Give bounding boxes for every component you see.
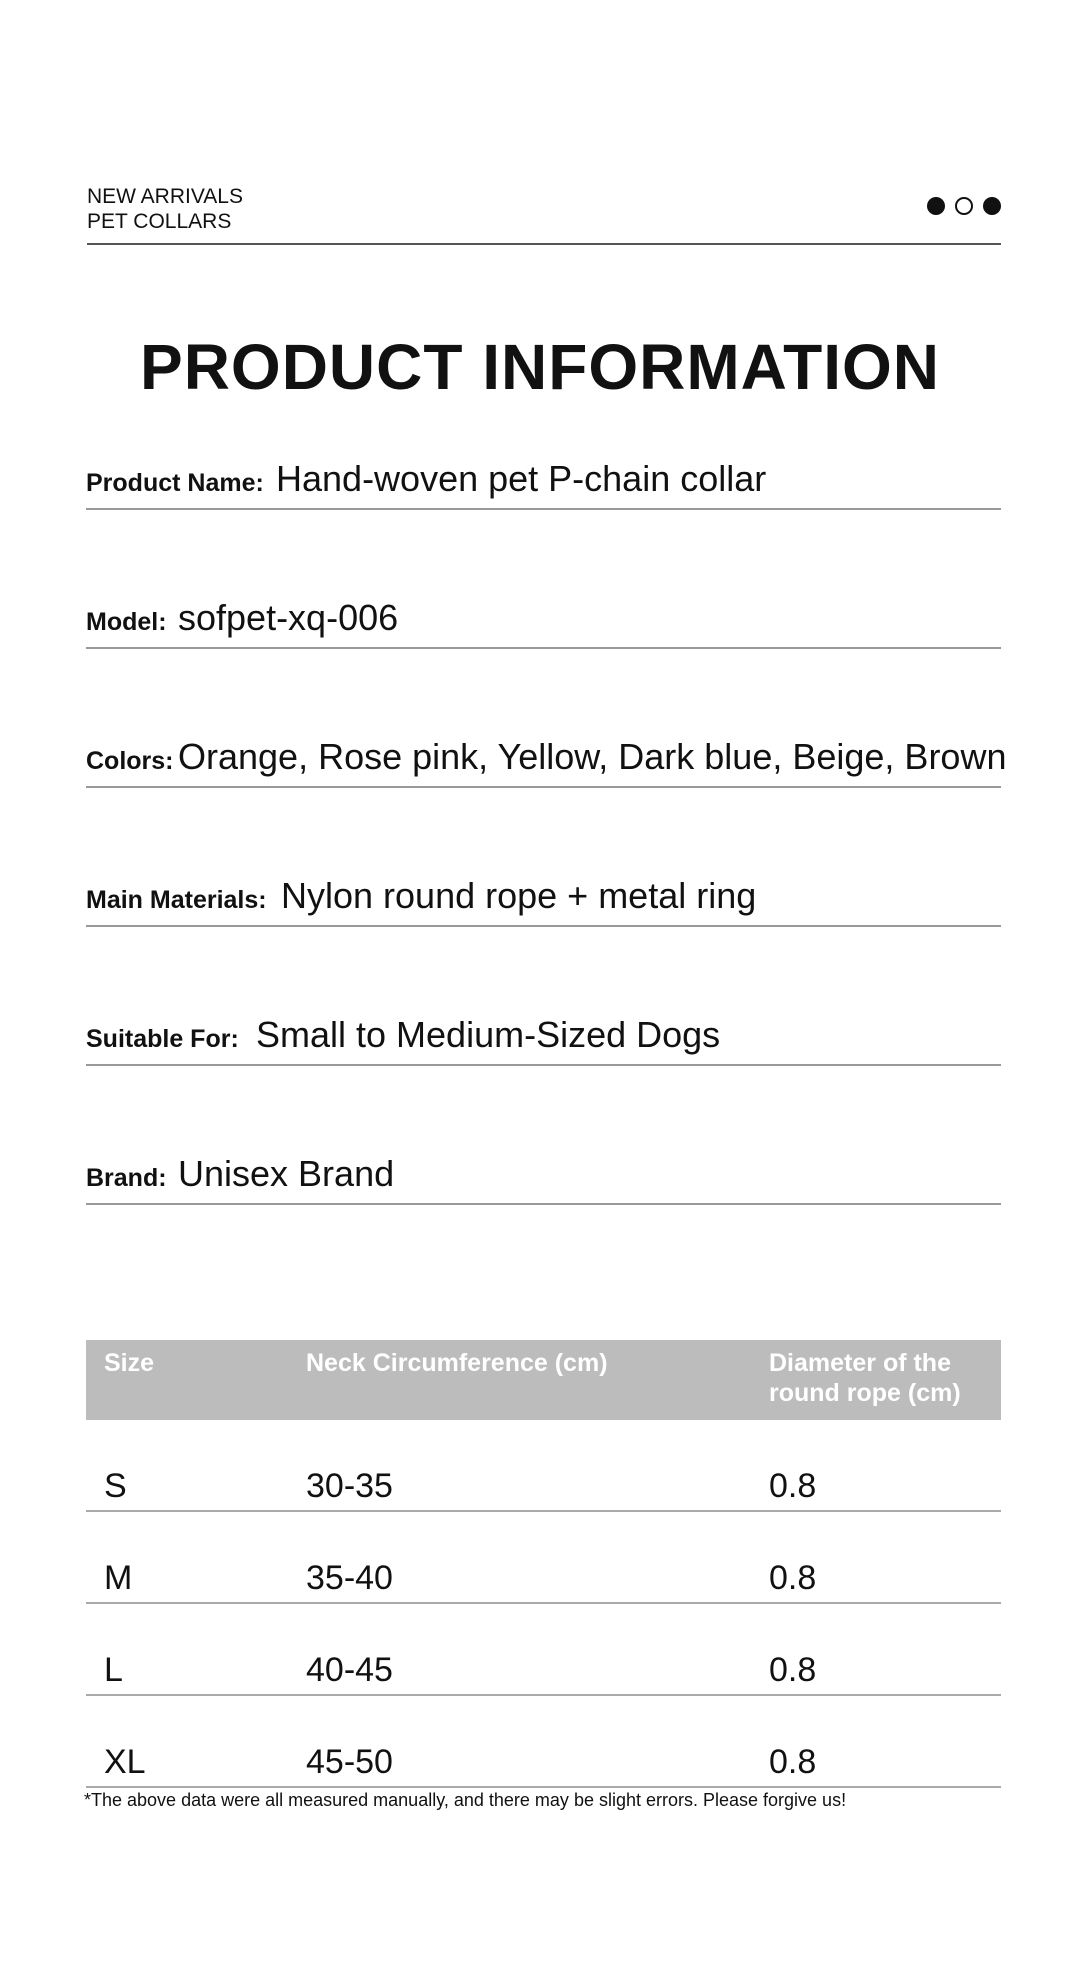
info-value: Unisex Brand [178, 1153, 395, 1194]
footnote: *The above data were all measured manually, and there may be slight errors. Please forgive us! [84, 1790, 847, 1810]
filled-dot-icon [927, 197, 945, 215]
page-title: PRODUCT INFORMATION [140, 331, 940, 403]
size-table [86, 1340, 1001, 1788]
header-rope-diameter [769, 1348, 961, 1408]
cell-neck: 35-40 [306, 1559, 393, 1597]
info-label: Main Materials: [86, 886, 267, 914]
filled-dot-icon [983, 197, 1001, 215]
cell-size: M [104, 1559, 133, 1597]
hollow-dot-icon [955, 197, 973, 215]
table-row [86, 1696, 1001, 1788]
info-value: sofpet-xq-006 [178, 597, 399, 638]
info-label: Suitable For: [86, 1025, 239, 1053]
header-text [87, 184, 243, 234]
cell-diameter: 0.8 [769, 1651, 817, 1689]
table-row [86, 1420, 1001, 1512]
info-row-suitable-for [86, 1014, 1001, 1066]
info-row-colors [86, 736, 1007, 788]
header-line1: NEW ARRIVALS [87, 185, 243, 208]
cell-neck: 40-45 [306, 1651, 393, 1689]
info-value: Orange, Rose pink, Yellow, Dark blue, Beige, Brown [178, 736, 1007, 777]
info-row-brand [86, 1153, 1001, 1205]
header-size: Size [104, 1349, 155, 1377]
cell-neck: 30-35 [306, 1467, 393, 1505]
header [87, 184, 1001, 244]
info-value: Hand-woven pet P-chain collar [276, 458, 767, 499]
cell-size: L [104, 1651, 123, 1689]
info-label: Brand: [86, 1164, 167, 1192]
info-label: Colors: [86, 747, 174, 775]
cell-diameter: 0.8 [769, 1559, 817, 1597]
header-neck-circumference: Neck Circumference (cm) [306, 1349, 608, 1377]
cell-size: XL [104, 1743, 146, 1781]
info-value: Small to Medium-Sized Dogs [256, 1014, 721, 1055]
header-rope-diameter-line2: round rope (cm) [769, 1379, 961, 1407]
info-label: Model: [86, 608, 167, 636]
table-row [86, 1512, 1001, 1604]
info-row-model [86, 597, 1001, 649]
table-header [86, 1340, 1001, 1420]
cell-size: S [104, 1467, 127, 1505]
cell-neck: 45-50 [306, 1743, 393, 1781]
dots-decoration [927, 197, 1001, 215]
info-row-main-materials [86, 875, 1001, 927]
header-line2: PET COLLARS [87, 210, 232, 233]
cell-diameter: 0.8 [769, 1743, 817, 1781]
info-row-product-name [86, 458, 1001, 510]
cell-diameter: 0.8 [769, 1467, 817, 1505]
header-rope-diameter-line1: Diameter of the [769, 1349, 951, 1377]
header-divider [87, 243, 1001, 245]
info-label: Product Name: [86, 469, 264, 497]
info-value: Nylon round rope + metal ring [281, 875, 757, 916]
table-row [86, 1604, 1001, 1696]
